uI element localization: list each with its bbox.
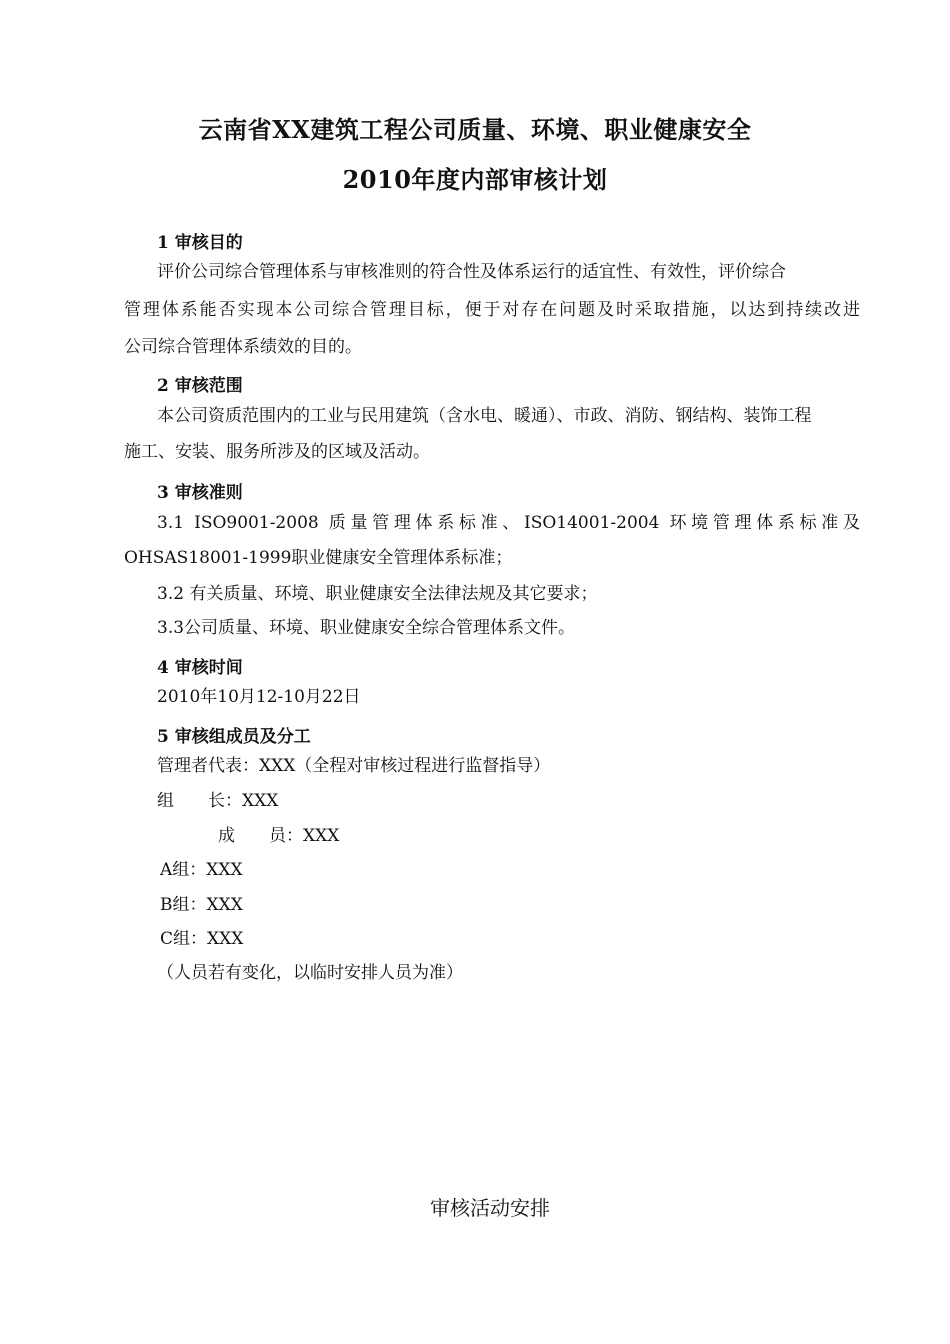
group-c: C组：XXX [160,929,244,949]
section-3-item-1-line2: OHSAS18001-1999职业健康安全管理体系标准； [124,548,513,568]
audit-activity-schedule-heading: 审核活动安排 [430,1196,550,1220]
section-1-heading: 1 审核目的 [157,233,243,253]
document-title-line2: 2010年度内部审核计划 [342,165,608,194]
section-3-heading: 3 审核准则 [157,483,243,503]
section-2-heading: 2 审核范围 [157,376,243,396]
team-members: 成 员：XXX [218,826,340,846]
audit-period: 2010年10月12-10月22日 [157,687,361,707]
management-representative: 管理者代表：XXX（全程对审核过程进行监督指导） [157,756,551,776]
section-3-item-3: 3.3公司质量、环境、职业健康安全综合管理体系文件。 [157,618,576,638]
personnel-note: （人员若有变化，以临时安排人员为准） [157,963,463,983]
section-2-text-line2: 施工、安装、服务所涉及的区域及活动。 [124,442,430,462]
section-3-item-1-line1: 3.1 ISO9001-2008 质量管理体系标准、ISO14001-2004 环境管理体系标准及 [157,513,860,533]
section-5-heading: 5 审核组成员及分工 [157,727,311,747]
section-1-text-line3: 公司综合管理体系绩效的目的。 [124,337,362,357]
section-1-text-line2: 管理体系能否实现本公司综合管理目标，便于对存在问题及时采取措施，以达到持续改进 [124,300,860,320]
section-2-text-line1: 本公司资质范围内的工业与民用建筑（含水电、暖通）、市政、消防、钢结构、装饰工程 [157,406,812,426]
section-3-item-2: 3.2 有关质量、环境、职业健康安全法律法规及其它要求； [157,584,598,604]
team-leader: 组 长：XXX [157,791,279,811]
group-b: B组：XXX [160,895,243,915]
section-4-heading: 4 审核时间 [157,658,243,678]
group-a: A组：XXX [160,860,243,880]
document-title-line1: 云南省XX建筑工程公司质量、环境、职业健康安全 [198,115,752,144]
section-1-text-line1: 评价公司综合管理体系与审核准则的符合性及体系运行的适宜性、有效性，评价综合 [157,262,786,282]
